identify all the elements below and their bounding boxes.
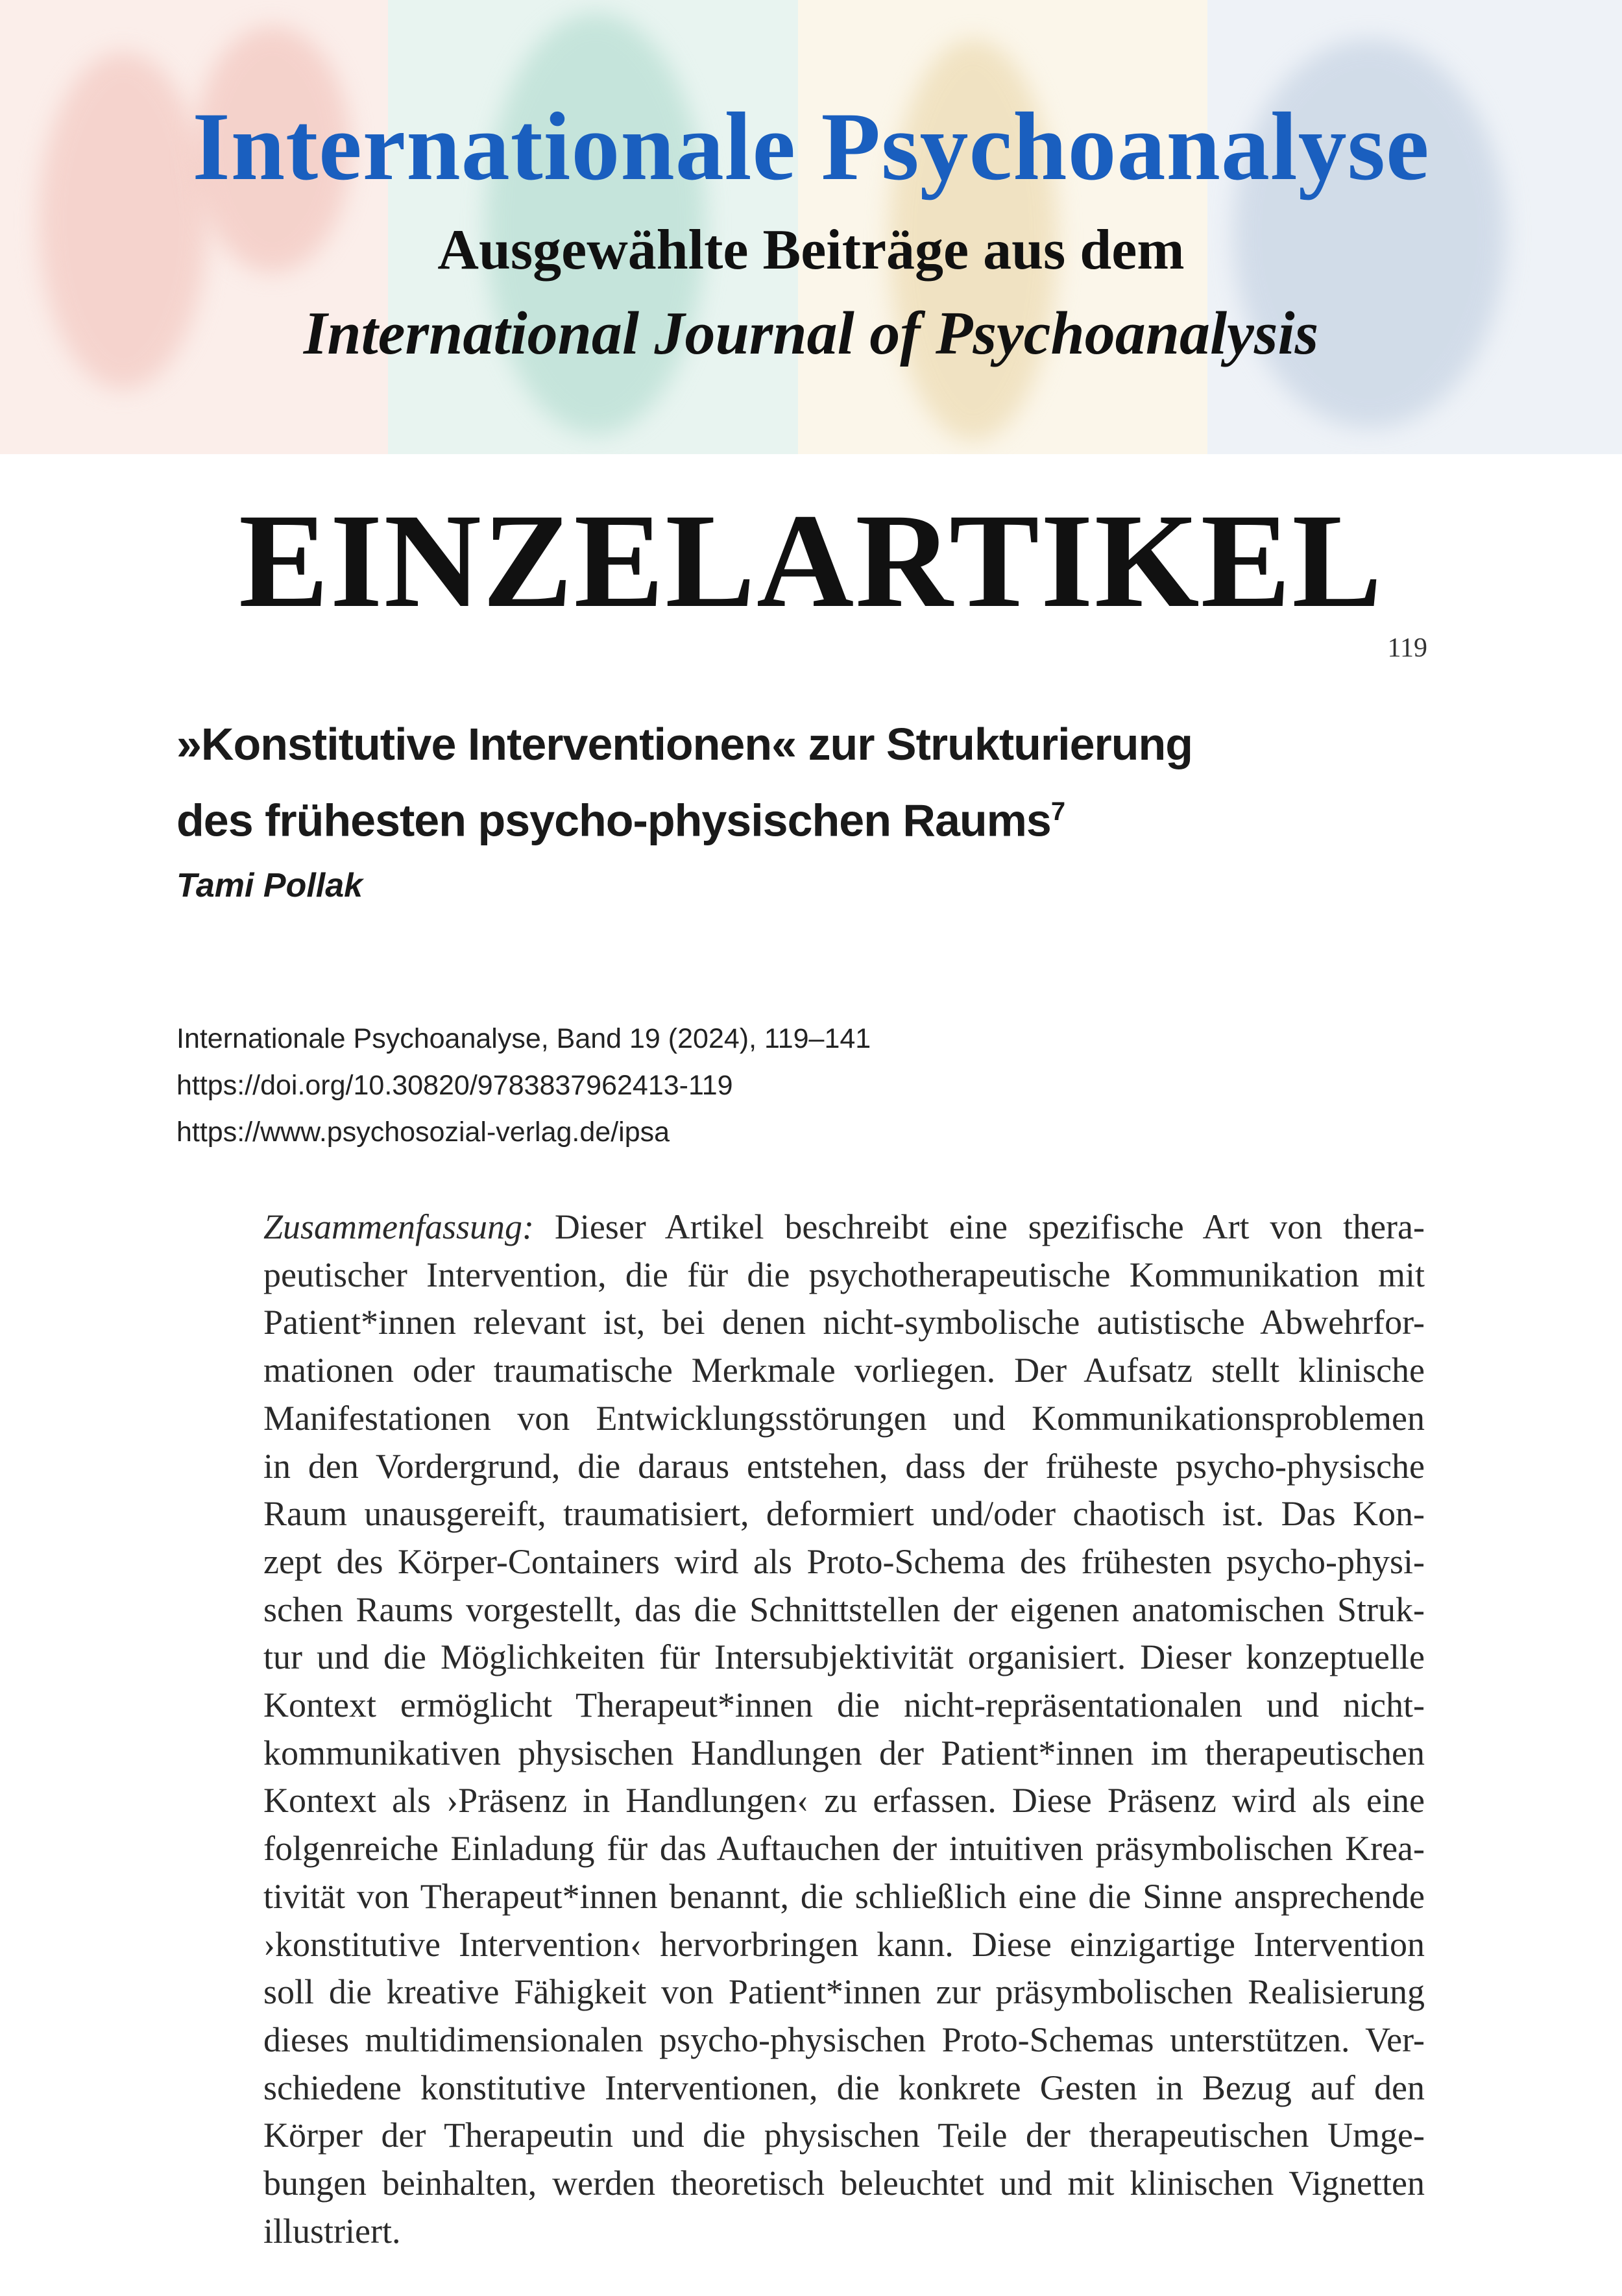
abstract-line: Körper der Therapeutin und die physischen Teile der therapeutischen Umge- (263, 2116, 1425, 2155)
abstract-line: Raum unausgereift, traumatisiert, deformiert und/oder chaotisch ist. Das Kon- (263, 1494, 1425, 1534)
abstract-line: illustriert. (263, 2211, 401, 2251)
page-number: 119 (1387, 633, 1427, 663)
article-author: Tami Pollak (176, 867, 363, 904)
abstract-line: Zusammenfassung: Dieser Artikel beschreibt eine spezifische Art von thera- (263, 1207, 1425, 1246)
citation-doi-link[interactable]: https://doi.org/10.30820/9783837962413-119 (176, 1070, 733, 1101)
abstract-line: Kontext als ›Präsenz in Handlungen‹ zu erfassen. Diese Präsenz wird als eine (263, 1781, 1425, 1820)
article-title-line: »Konstitutive Interventionen« zur Strukturierung (176, 719, 1193, 769)
abstract-line: soll die kreative Fähigkeit von Patient*innen zur präsymbolischen Realisierung (263, 1972, 1425, 2012)
abstract-line: Kontext ermöglicht Therapeut*innen die nicht-repräsentationalen und nicht- (263, 1686, 1425, 1725)
abstract-line: Manifestationen von Entwicklungsstörungen und Kommunikationsproblemen (263, 1398, 1425, 1438)
abstract-line: tur und die Möglichkeiten für Intersubjektivität organisiert. Dieser konzeptuelle (263, 1637, 1425, 1677)
journal-subtitle: Ausgewählte Beiträge aus dem (437, 219, 1185, 282)
abstract-line: tivität von Therapeut*innen benannt, die schließlich eine die Sinne ansprechende (263, 1876, 1425, 1916)
abstract-line: schiedene konstitutive Interventionen, die konkrete Gesten in Bezug auf den (263, 2068, 1425, 2107)
abstract-line: ›konstitutive Intervention‹ hervorbringen kann. Diese einzigartige Intervention (263, 1924, 1425, 1964)
abstract-body (263, 1251, 1425, 2256)
citation-url-link[interactable]: https://www.psychosozial-verlag.de/ipsa (176, 1117, 670, 1148)
abstract-label: Zusammenfassung: (263, 1207, 535, 1246)
article-title-line: des frühesten psycho-physischen Raums$^7$ (176, 795, 1065, 846)
journal-subtitle-source: International Journal of Psychoanalysis (303, 300, 1319, 367)
journal-title: Internationale Psychoanalyse (192, 93, 1430, 200)
abstract-line: folgenreiche Einladung für das Auftauchen der intuitiven präsymbolischen Krea- (263, 1829, 1425, 1868)
abstract-line: peutischer Intervention, die für die psychotherapeutische Kommunikation mit (263, 1255, 1425, 1294)
abstract-line: in den Vordergrund, die daraus entstehen, dass der früheste psycho-physische (263, 1446, 1425, 1486)
abstract-line: mationen oder traumatische Merkmale vorliegen. Der Aufsatz stellt klinische (263, 1351, 1425, 1390)
abstract-line: schen Raums vorgestellt, das die Schnittstellen der eigenen anatomischen Struk- (263, 1589, 1425, 1629)
citation-block (176, 1015, 871, 1155)
footnote-mark: 7 (1050, 797, 1065, 826)
abstract-line: zept des Körper-Containers wird als Proto-Schema des frühesten psycho-physi- (263, 1541, 1425, 1581)
article-title (176, 710, 1448, 854)
citation-journal: Internationale Psychoanalyse, Band 19 (2024), 119–141 (176, 1023, 871, 1054)
abstract-line: Patient*innen relevant ist, bei denen nicht-symbolische autistische Abwehrfor- (263, 1303, 1425, 1342)
abstract-line: dieses multidimensionalen psycho-physischen Proto-Schemas unterstützen. Ver- (263, 2020, 1425, 2059)
abstract-line: bungen beinhalten, werden theoretisch beleuchtet und mit klinischen Vignetten (263, 2164, 1425, 2203)
abstract (263, 1203, 1425, 2255)
einzelartikel-banner: EINZELARTIKEL (238, 486, 1384, 635)
abstract-line: kommunikativen physischen Handlungen der Patient*innen im therapeutischen (263, 1733, 1425, 1772)
